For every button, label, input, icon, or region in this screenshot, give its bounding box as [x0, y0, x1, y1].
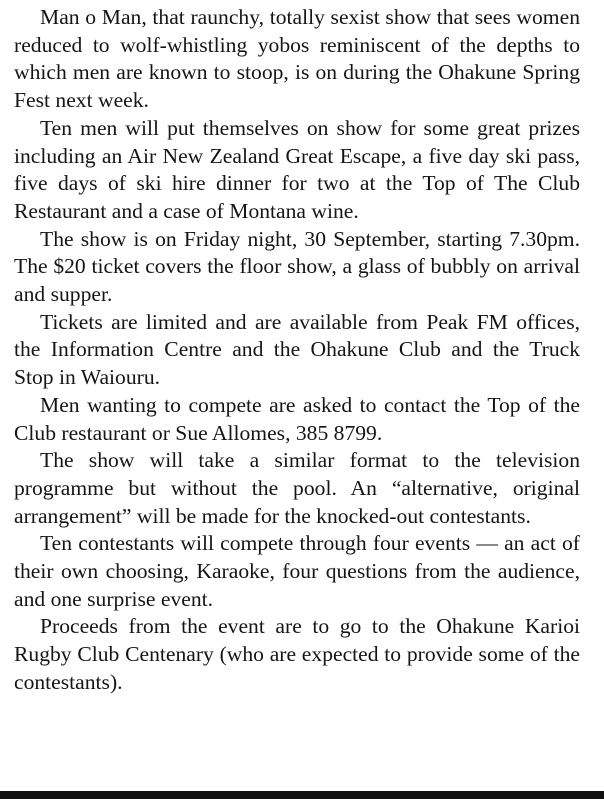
article-paragraph: The show will take a similar format to the television programme but without the pool. An “alternative, original arrangement” will be made for the knocked-out contestants. [14, 448, 580, 528]
article-paragraph: Man o Man, that raunchy, totally sexist show that sees women reduced to wolf-whistling yobos reminiscent of the depths to which men are known to stoop, is on during the Ohakune Spring Fest next week. [14, 5, 580, 113]
article-text [14, 4, 580, 697]
article-paragraph: Ten contestants will compete through four events — an act of their own choosing, Karaoke, four questions from the audience, and one surprise event. [14, 531, 580, 611]
bottom-rule [0, 791, 604, 799]
article-paragraph: Men wanting to compete are asked to contact the Top of the Club restaurant or Sue Allomes, 385 8799. [14, 392, 580, 445]
article-paragraph: Tickets are limited and are available from Peak FM offices, the Information Centre and the Ohakune Club and the Truck Stop in Waiouru. [14, 309, 580, 390]
article-paragraph: The show is on Friday night, 30 September, starting 7.30pm. The $20 ticket covers the floor show, a glass of bubbly on arrival and supper. [14, 226, 580, 307]
article-paragraph: Ten men will put themselves on show for some great prizes including an Air New Zealand Great Escape, a five day ski pass, five days of ski hire dinner for two at the Top of The Club Restaurant and a case of Montana wine. [14, 115, 580, 223]
article-paragraph: Proceeds from the event are to go to the Ohakune Karioi Rugby Club Centenary (who are expected to provide some of the contestants). [14, 614, 580, 694]
